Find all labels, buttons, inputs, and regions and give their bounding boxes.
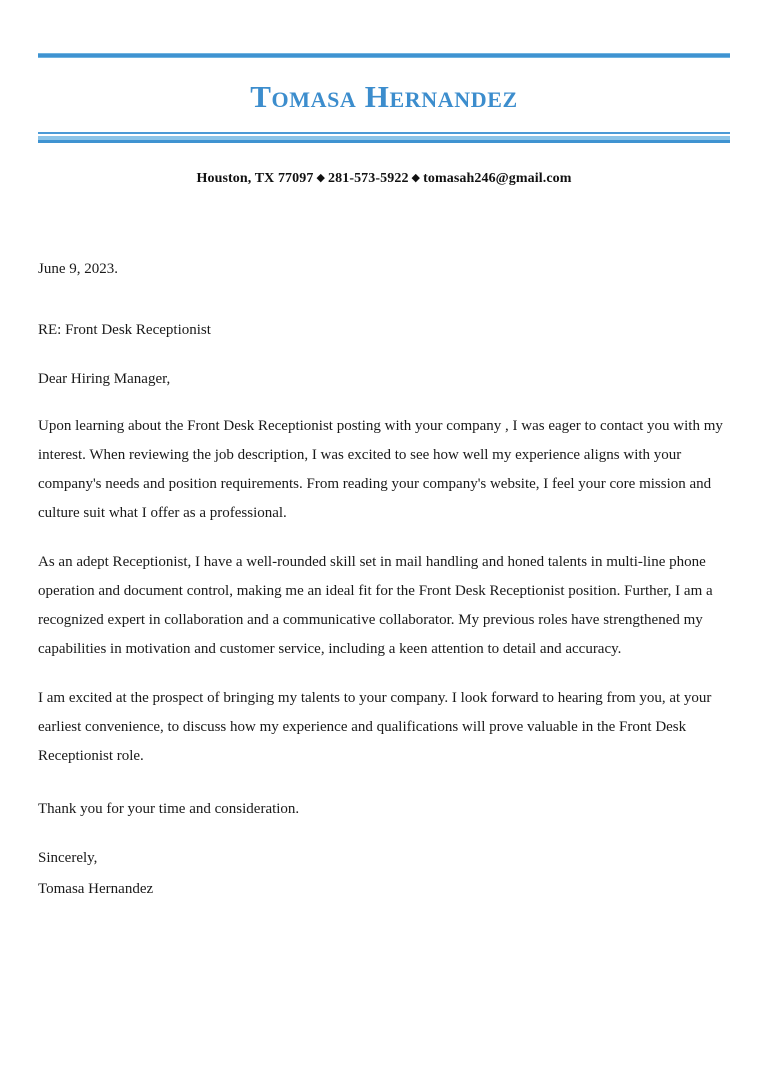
- letter-paragraph: Upon learning about the Front Desk Receptionist posting with your company , I was eager to contact you with my interest. When reviewing the job description, I was excited to see how well my experience aligns with your company's needs and position requirements. From reading your company's website, I feel your core mission and culture suit what I offer as a professional.: [38, 418, 723, 522]
- name-block: [38, 58, 730, 130]
- cover-letter-page: [0, 53, 768, 1077]
- letter-subject: RE: Front Desk Receptionist: [38, 322, 211, 339]
- diamond-separator-icon: ◆: [316, 172, 326, 185]
- contact-email: tomasah246@gmail.com: [423, 171, 572, 187]
- letter-thanks: Thank you for your time and consideration.: [38, 801, 300, 818]
- letter-body: [0, 255, 768, 904]
- letter-salutation: Dear Hiring Manager,: [38, 371, 171, 388]
- header-bottom-divider-thick: [38, 136, 730, 143]
- contact-location: Houston, TX 77097: [196, 171, 314, 187]
- letter-paragraph: I am excited at the prospect of bringing my talents to your company. I look forward to hearing from you, at your earliest convenience, to discuss how my experience and qualifications will prove valuable in the Front Desk Receptionist role.: [38, 690, 712, 765]
- letter-header: [0, 53, 768, 187]
- contact-line: [38, 171, 730, 187]
- letter-paragraph: As an adept Receptionist, I have a well-rounded skill set in mail handling and honed talents in multi-line phone operation and document control, making me an ideal fit for the Front Desk Receptionist position. Further, I am a recognized expert in collaboration and a communicative collaborator. My previous roles have strengthened my capabilities in motivation and customer service, including a keen attention to detail and accuracy.: [38, 554, 713, 658]
- applicant-name: Tomasa Hernandez: [250, 79, 518, 114]
- header-bottom-divider: [38, 132, 730, 143]
- contact-phone: 281-573-5922: [328, 171, 409, 187]
- letter-date: June 9, 2023.: [38, 261, 118, 278]
- diamond-separator-icon: ◆: [411, 172, 421, 185]
- letter-signoff: Sincerely,: [38, 850, 98, 867]
- letter-signature-name: Tomasa Hernandez: [38, 881, 154, 898]
